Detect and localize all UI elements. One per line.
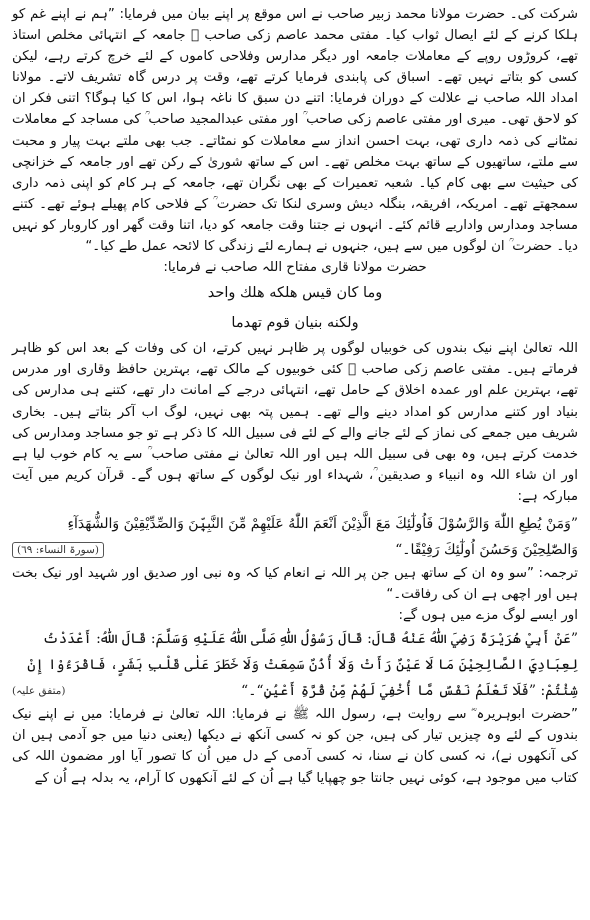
hadith-text	[12, 626, 578, 704]
paragraph-intro-miftahullah: حضرت مولانا قاری مفتاح اللہ صاحب نے فرمایا:	[163, 260, 427, 276]
quran-verse	[12, 511, 578, 563]
quran-reference: (سورۃ النساء: ٦٩)	[12, 542, 104, 558]
paragraph-translation: ترجمہ: ”سو وہ ان کے ساتھ ہیں جن پر اللہ نے انعام کیا کہ وہ نبی اور صدیق اور شہید اور نیک بخت ہیں اور اچھی ہے ان کی رفاقت۔“	[12, 565, 578, 603]
paragraph-transition: اور ایسے لوگ مزے میں ہوں گے:	[398, 608, 578, 624]
hadith-arabic: ”عَنْ أَبِيْ هُرَيْرَةَ رَضِيَ اللّٰهُ عَنْهُ قَالَ: قَالَ رَسُوْلُ اللّٰهِ صَلَّى اللّٰهُ عَلَيْهِ وَسَلَّمَ: قَالَ اللّٰهُ: أَعْدَدْتُ لِعِبَادِيَ الصَّالِحِيْنَ مَا لَا عَيْنٌ رَأَتْ وَلَا أُذُنٌ سَمِعَتْ وَلَا خَطَرَ عَلٰى قَلْبِ بَشَرٍ، فَاقْرَءُوْا إِنْ شِئْتُمْ: ”فَلَا تَعْلَمُ نَفْسٌ مَّا أُخْفِيَ لَهُمْ مِّنْ قُرَّةِ أَعْيُنٍ“۔“	[27, 631, 578, 700]
arabic-poem-line-2: ولكنه بنيان قوم تهدما	[231, 315, 359, 332]
paragraph-hadith-translation: ”حضرت ابوہریرہ ؓ سے روایت ہے، رسول اللہ ﷺ نے فرمایا: اللہ تعالیٰ نے فرمایا: میں نے اپنے نیک بندوں کے لئے وہ چیزیں تیار کی ہیں، جن کو نہ کسی آنکھ نے دیکھا (یعنی دنیا میں جو آدمی ہیں ان کی آنکھوں نے)، نہ کسی کان نے سنا، نہ کسی آدمی کے دل میں اُن کا تصور آیا اور مضمون اللہ کی کتاب میں موجود ہے، کوئی نہیں جانتا جو چھپایا گیا ہے اُن کے لئے آنکھوں کا آرام، یہ بدلہ ہے اُن کے	[12, 707, 578, 786]
paragraph-qualities: اللہ تعالیٰ اپنے نیک بندوں کی خوبیاں لوگوں پر ظاہر نہیں کرتے، ان کی وفات کے بعد اس کو ظاہر فرماتے ہیں۔ مفتی عاصم زکی صاحب ﷫ کئی خوبیوں کے مالک تھے، بہترین حافظ وقاری اور مدرس تھے، بہترین علم اور عمدہ اخلاق کے حامل تھے، انتہائی درجے کے امانت دار تھے، کتنے ہی مدارس کی بنیاد اور کتنے مدارس کو امداد دینے والے تھے۔ ہمیں پتہ بھی نہیں، لوگ اب آکر بتاتے ہیں۔ بخاری شریف میں جمعے کی نماز کے لئے جانے والے کے لئے فی سبیل اللہ کا ذکر ہے تو جو مساجد ومدارس کی خدمت کرتے ہیں، وہ بھی فی سبیل اللہ ہیں اور اللہ تعالیٰ نے مفتی صاحب ؒ سے یہ کام خوب لیا ہے اور ان شاء اللہ وہ انبیاء و صدیقین ؒ، شہداء اور نیک لوگوں کے ساتھ ہوں گے۔ قرآن کریم میں آیت مبارکہ ہے:	[12, 341, 578, 504]
paragraph-tribute-zubair: شرکت کی۔ حضرت مولانا محمد زبیر صاحب نے اس موقع پر اپنے بیان میں فرمایا: ”ہم نے اپنے غم کو ہلکا کرنے کے لئے ایصال ثواب کیا۔ مفتی محمد عاصم زکی صاحب ﷫ جامعہ کے انتہائی مخلص استاذ تھے، کروڑوں روپے کے معاملات جامعہ اور دیگر مدارس وفلاحی کاموں کے لئے خرچ کرتے رہے، لیکن کسی کو بتاتے نہیں تھے۔ اسباق کی پابندی فرمایا کرتے تھے، وقت پر درس گاہ تشریف لاتے۔ مولانا امداد اللہ صاحب نے علالت کے دوران فرمایا: اتنے دن سبق کا ناغہ ہوا، اس کا کیا ہوگا؟ اتنی فکر ان کو لاحق تھی۔ میری اور مفتی عاصم زکی صاحب ؒ اور مفتی عبدالمجید صاحب ؒ کی مساجد کے معاملات نمٹانے کی ذمہ داری تھی، بہت احسن انداز سے معاملات کو نمٹاتے۔ جب بھی ملتے بہت پیار و محبت سے ملتے، ساتھیوں کے ساتھ بہت مخلص تھے۔ اس کے ساتھ شوریٰ کے رکن تھے اور جامعہ کے خزانچی کی حیثیت سے بھی کام کیا۔ شعبہ تعمیرات کے بھی نگران تھے، جامعہ کے ہر کام کو اپنی ذمہ داری سمجھتے تھے۔ امریکہ، افریقہ، بنگلہ دیش وسری لنکا تک حضرت ؒ کے فلاحی کام پھیلے ہوئے تھے۔ کتنے مساجد ومدارس واداریے قائم کئے۔ انہوں نے جتنا وقت جامعہ کو دیا، اتنا وقت گھر اور کاروبار کو نہیں دیا۔ حضرت ؒ ان لوگوں میں سے ہیں، جنہوں نے ہمارے لئے زندگی کا لائحہ عمل طے کیا۔“	[12, 7, 578, 255]
quran-verse-text: ”وَمَنْ يُطِعِ اللّٰهَ وَالرَّسُوْلَ فَاُولٰٓئِكَ مَعَ الَّذِيْنَ اَنْعَمَ اللّٰهُ عَلَيْهِمْ مِّنَ النَّبِيّٖنَ وَالصِّدِّيْقِيْنَ وَالشُّهَدَآءِ وَالصّٰلِحِيْنَ وَحَسُنَ اُولٰٓئِكَ رَفِيْقًا۔“	[67, 515, 578, 558]
hadith-reference: (متفق علیہ)	[12, 685, 66, 698]
arabic-poem-line-1: وما كان قيس هلكه هلك واحد	[207, 285, 383, 302]
